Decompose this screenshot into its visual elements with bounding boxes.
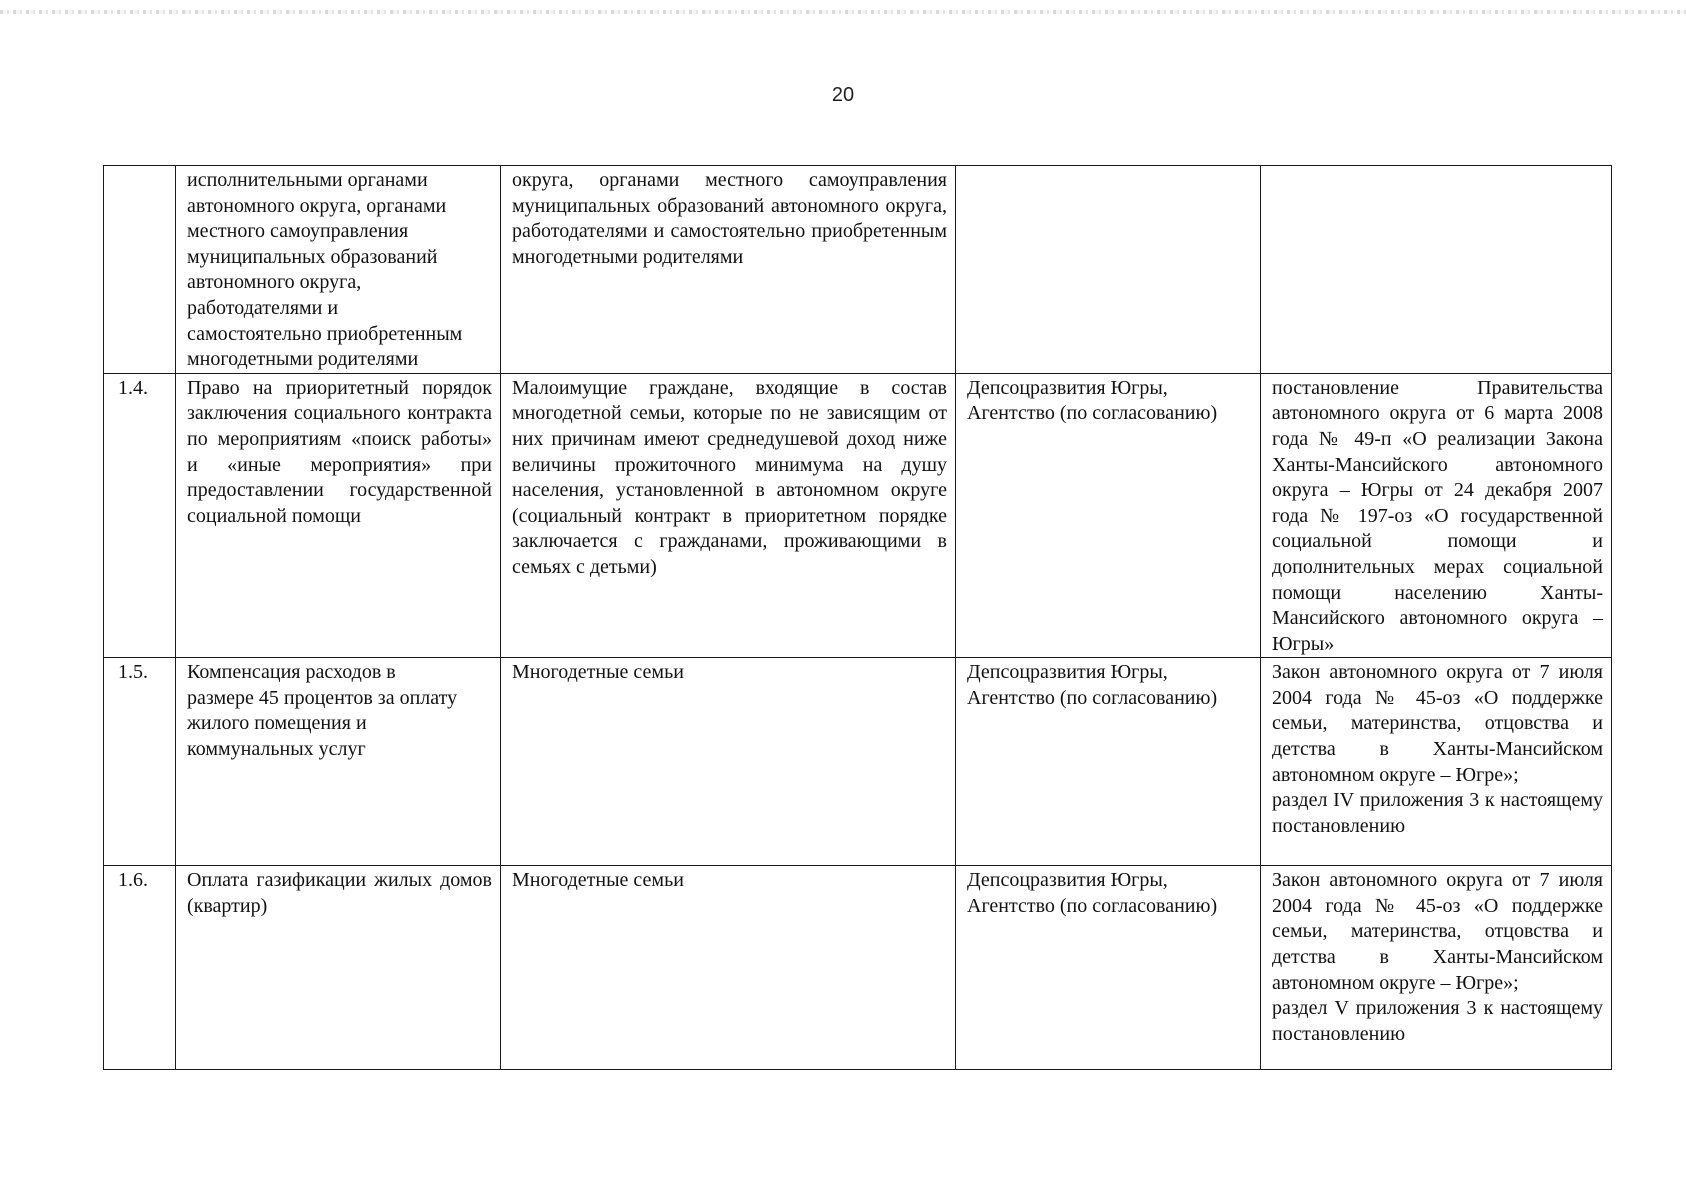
measure-line: работодателями и [187,296,339,319]
basis-law: Закон автономного округа от 7 июля 2004 года № 45-оз «О поддержке семьи, материнства, отцовства и детства в Ханты-Мансийском автономном округе – Югре»; [1272,869,1603,994]
executor-cell [956,166,1261,374]
executor-cell: Депсоцразвития Югры, Агентство (по согласованию) [956,373,1261,658]
basis-section: раздел IV приложения 3 к настоящему постановлению [1272,789,1603,837]
measure-line: автономного округа, [187,271,362,294]
measure-line: муниципальных образований [187,245,438,268]
page-number: 20 [831,84,855,106]
basis-section: раздел V приложения 3 к настоящему постановлению [1272,997,1603,1045]
recipients-cell: Малоимущие граждане, входящие в состав многодетной семьи, которые по не зависящим от них причинам имеют среднедушевой доход ниже величины прожиточного минимума на душу населения, установленной в автономном округе (социальный контракт в приоритетном порядке заключается с гражданами, проживающими в семьях с детьми) [501,373,956,658]
measure-line: жилого помещения и [187,712,367,735]
measure-cell [176,658,501,866]
measure-line: автономного округа, органами [187,194,447,217]
basis-cell [1261,166,1612,374]
measure-line: местного самоуправления [187,220,409,243]
executor-cell: Депсоцразвития Югры, Агентство (по согласованию) [956,658,1261,866]
basis-law: Закон автономного округа от 7 июля 2004 года № 45-оз «О поддержке семьи, материнства, отцовства и детства в Ханты-Мансийском автономном округе – Югре»; [1272,661,1603,786]
measure-cell [176,166,501,374]
measure-line: самостоятельно приобретенным [187,322,463,345]
row-number: 1.5. [104,658,176,866]
basis-cell: постановление Правительства автономного округа от 6 марта 2008 года № 49-п «О реализации Закона Ханты-Мансийского автономного округа – Югры от 24 декабря 2007 года № 197-оз «О государственной социальной помощи и дополнительных мерах социальной помощи населению Ханты-Мансийского автономного округа – Югры» [1261,373,1612,658]
table-row [104,166,1612,374]
row-number [104,166,176,374]
recipients-cell: округа, органами местного самоуправления муниципальных образований автономного округа, работодателями и самостоятельно приобретенным многодетными родителями [501,166,956,374]
basis-cell [1261,866,1612,1070]
measure-line: коммунальных услуг [187,738,366,761]
recipients-cell: Многодетные семьи [501,866,956,1070]
measure-line: Компенсация расходов в [187,661,396,684]
table-row [104,658,1612,866]
executor-cell: Депсоцразвития Югры, Агентство (по согласованию) [956,866,1261,1070]
recipients-cell: Многодетные семьи [501,658,956,866]
measures-table [103,165,1612,1070]
table-row [104,373,1612,658]
row-number: 1.6. [104,866,176,1070]
table-row [104,866,1612,1070]
measure-cell: Оплата газификации жилых домов (квартир) [176,866,501,1070]
measure-line: размере 45 процентов за оплату [187,686,458,709]
scan-edge-artifact [0,10,1686,14]
basis-cell [1261,658,1612,866]
row-number: 1.4. [104,373,176,658]
measure-line: исполнительными органами [187,169,428,191]
measure-cell: Право на приоритетный порядок заключения социального контракта по мероприятиям «поиск работы» и «иные мероприятия» при предоставлении государственной социальной помощи [176,373,501,658]
measure-line: многодетными родителями [187,348,419,371]
